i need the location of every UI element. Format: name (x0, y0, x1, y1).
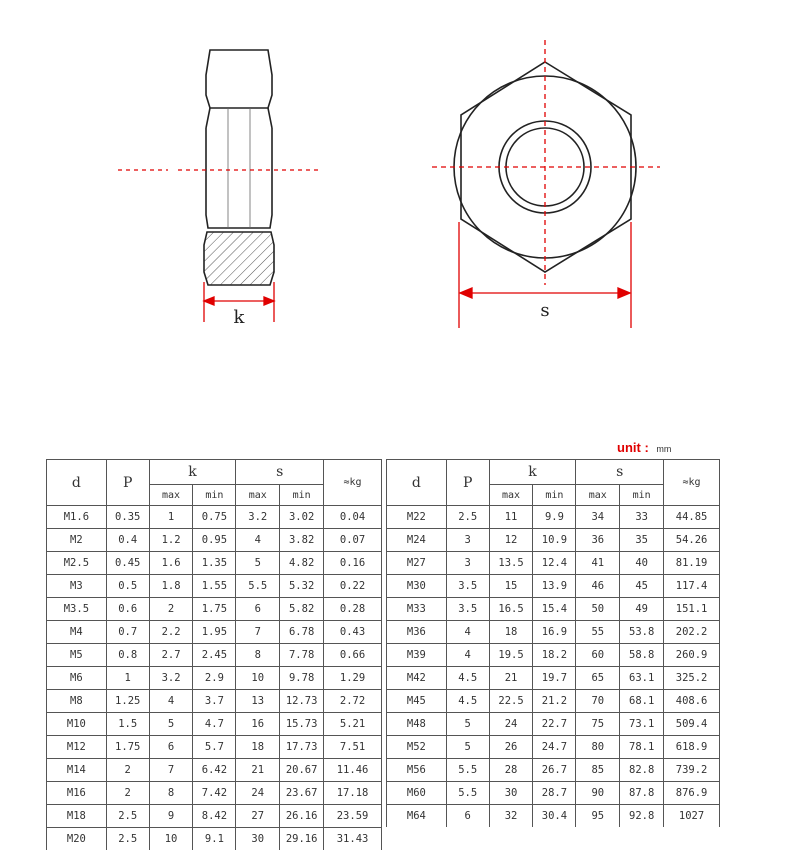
cell-d: M24 (387, 529, 447, 552)
cell-k-max: 18 (489, 621, 533, 644)
cell-p: 3 (446, 529, 489, 552)
cell-p: 2.5 (106, 828, 149, 850)
table-row (47, 575, 382, 598)
k-dimension-label: k (234, 307, 246, 328)
cell-k-max: 26 (489, 736, 533, 759)
cell-p: 1.75 (106, 736, 149, 759)
cell-s-max: 80 (576, 736, 620, 759)
table-row (387, 736, 720, 759)
table-row (387, 713, 720, 736)
table-row (387, 621, 720, 644)
cell-k-max: 28 (489, 759, 533, 782)
cell-s-min: 40 (620, 552, 664, 575)
cell-s-max: 10 (236, 667, 280, 690)
cell-k-min: 13.9 (533, 575, 576, 598)
cell-s-max: 27 (236, 805, 280, 828)
cell-weight: 2.72 (324, 690, 382, 713)
cell-p: 1.5 (106, 713, 149, 736)
cell-k-min: 28.7 (533, 782, 576, 805)
cell-s-min: 15.73 (280, 713, 324, 736)
cell-k-max: 1.2 (149, 529, 193, 552)
cell-k-max: 2 (149, 598, 193, 621)
cell-s-max: 5 (236, 552, 280, 575)
cell-k-max: 1.6 (149, 552, 193, 575)
cell-k-min: 1.35 (193, 552, 236, 575)
cell-weight: 0.07 (324, 529, 382, 552)
cell-s-min: 17.73 (280, 736, 324, 759)
cell-k-max: 13.5 (489, 552, 533, 575)
table-row (47, 667, 382, 690)
cell-k-max: 11 (489, 506, 533, 529)
cell-s-min: 53.8 (620, 621, 664, 644)
cell-s-max: 90 (576, 782, 620, 805)
cell-s-max: 16 (236, 713, 280, 736)
table-row (387, 598, 720, 621)
cell-k-min: 22.7 (533, 713, 576, 736)
cell-p: 1 (106, 667, 149, 690)
cell-d: M52 (387, 736, 447, 759)
unit-value: mm (656, 444, 671, 454)
cell-weight: 0.22 (324, 575, 382, 598)
cell-k-min: 7.42 (193, 782, 236, 805)
cell-s-min: 68.1 (620, 690, 664, 713)
cell-d: M39 (387, 644, 447, 667)
cell-k-min: 18.2 (533, 644, 576, 667)
cell-k-max: 24 (489, 713, 533, 736)
cell-p: 5 (446, 713, 489, 736)
cell-k-min: 8.42 (193, 805, 236, 828)
cell-k-max: 32 (489, 805, 533, 828)
cell-d: M27 (387, 552, 447, 575)
cell-p: 5.5 (446, 759, 489, 782)
table-row (387, 805, 720, 828)
cell-d: M22 (387, 506, 447, 529)
cell-weight: 23.59 (324, 805, 382, 828)
cell-s-max: 5.5 (236, 575, 280, 598)
cell-k-min: 26.7 (533, 759, 576, 782)
nut-spec-table-left (46, 459, 382, 850)
header-d: d (47, 460, 107, 506)
cell-weight: 5.21 (324, 713, 382, 736)
cell-p: 6 (446, 805, 489, 828)
cell-p: 0.8 (106, 644, 149, 667)
cell-s-max: 8 (236, 644, 280, 667)
cell-p: 3.5 (446, 575, 489, 598)
table-row (47, 621, 382, 644)
cell-d: M30 (387, 575, 447, 598)
cell-s-min: 78.1 (620, 736, 664, 759)
header-k: k (149, 460, 236, 485)
cell-k-min: 1.95 (193, 621, 236, 644)
cell-d: M2 (47, 529, 107, 552)
table-row (387, 552, 720, 575)
cell-k-min: 12.4 (533, 552, 576, 575)
cell-k-min: 30.4 (533, 805, 576, 828)
cell-weight: 876.9 (664, 782, 720, 805)
cell-d: M48 (387, 713, 447, 736)
cell-d: M1.6 (47, 506, 107, 529)
cell-s-min: 58.8 (620, 644, 664, 667)
cell-p: 1.25 (106, 690, 149, 713)
header-p: P (446, 460, 489, 506)
table-row (47, 690, 382, 713)
header-k-max: max (149, 485, 193, 506)
cell-s-min: 9.78 (280, 667, 324, 690)
cell-k-min: 21.2 (533, 690, 576, 713)
cell-d: M4 (47, 621, 107, 644)
cell-s-min: 82.8 (620, 759, 664, 782)
header-s: s (236, 460, 324, 485)
cell-weight: 17.18 (324, 782, 382, 805)
cell-s-min: 6.78 (280, 621, 324, 644)
cell-d: M20 (47, 828, 107, 850)
cell-weight: 31.43 (324, 828, 382, 850)
cell-k-max: 6 (149, 736, 193, 759)
cell-s-max: 41 (576, 552, 620, 575)
cell-weight: 325.2 (664, 667, 720, 690)
cell-weight: 0.28 (324, 598, 382, 621)
cell-s-min: 63.1 (620, 667, 664, 690)
cell-k-max: 1 (149, 506, 193, 529)
cell-k-min: 0.95 (193, 529, 236, 552)
cell-k-min: 4.7 (193, 713, 236, 736)
cell-k-max: 9 (149, 805, 193, 828)
cell-p: 0.6 (106, 598, 149, 621)
cell-s-min: 3.02 (280, 506, 324, 529)
cell-s-min: 5.32 (280, 575, 324, 598)
cell-k-min: 2.9 (193, 667, 236, 690)
cell-s-min: 12.73 (280, 690, 324, 713)
cell-weight: 509.4 (664, 713, 720, 736)
cell-k-min: 10.9 (533, 529, 576, 552)
cell-weight: 1027 (664, 805, 720, 828)
cell-weight: 7.51 (324, 736, 382, 759)
header-weight: ≈kg (664, 460, 720, 506)
cell-d: M18 (47, 805, 107, 828)
cell-s-max: 65 (576, 667, 620, 690)
cell-weight: 11.46 (324, 759, 382, 782)
nut-spec-table-right (386, 459, 720, 827)
cell-weight: 202.2 (664, 621, 720, 644)
table-row (47, 713, 382, 736)
cell-d: M45 (387, 690, 447, 713)
cell-k-min: 9.1 (193, 828, 236, 850)
cell-k-max: 22.5 (489, 690, 533, 713)
cell-s-max: 3.2 (236, 506, 280, 529)
cell-s-max: 50 (576, 598, 620, 621)
cell-k-max: 8 (149, 782, 193, 805)
unit-word: unit (617, 440, 641, 455)
cell-d: M42 (387, 667, 447, 690)
table-row (47, 828, 382, 850)
cell-k-max: 2.7 (149, 644, 193, 667)
cell-s-max: 60 (576, 644, 620, 667)
cell-p: 2.5 (446, 506, 489, 529)
cell-d: M8 (47, 690, 107, 713)
cell-k-max: 5 (149, 713, 193, 736)
cell-s-max: 34 (576, 506, 620, 529)
cell-s-min: 5.82 (280, 598, 324, 621)
table-row (47, 598, 382, 621)
cell-p: 3.5 (446, 598, 489, 621)
cell-s-max: 95 (576, 805, 620, 828)
cell-k-min: 1.75 (193, 598, 236, 621)
cell-k-max: 16.5 (489, 598, 533, 621)
header-d: d (387, 460, 447, 506)
cell-s-max: 70 (576, 690, 620, 713)
header-k-min: min (533, 485, 576, 506)
cell-s-max: 21 (236, 759, 280, 782)
cell-s-max: 13 (236, 690, 280, 713)
s-dimension-label: s (540, 300, 549, 321)
cell-k-min: 16.9 (533, 621, 576, 644)
table-row (387, 782, 720, 805)
cell-k-max: 1.8 (149, 575, 193, 598)
cell-d: M33 (387, 598, 447, 621)
cell-k-max: 30 (489, 782, 533, 805)
cell-k-min: 6.42 (193, 759, 236, 782)
cell-weight: 0.66 (324, 644, 382, 667)
cell-s-min: 7.78 (280, 644, 324, 667)
top-view-dimension (432, 40, 660, 328)
cell-weight: 408.6 (664, 690, 720, 713)
header-p: P (106, 460, 149, 506)
cell-p: 4.5 (446, 690, 489, 713)
cell-p: 4 (446, 621, 489, 644)
table-row (387, 667, 720, 690)
cell-d: M36 (387, 621, 447, 644)
table-row (47, 805, 382, 828)
cell-p: 4.5 (446, 667, 489, 690)
cell-s-min: 33 (620, 506, 664, 529)
cell-d: M60 (387, 782, 447, 805)
cell-s-max: 55 (576, 621, 620, 644)
cell-d: M3.5 (47, 598, 107, 621)
cell-s-max: 75 (576, 713, 620, 736)
cell-p: 2 (106, 782, 149, 805)
cell-d: M2.5 (47, 552, 107, 575)
cell-weight: 151.1 (664, 598, 720, 621)
header-s-max: max (576, 485, 620, 506)
cell-s-max: 4 (236, 529, 280, 552)
header-weight: ≈kg (324, 460, 382, 506)
cell-weight: 0.04 (324, 506, 382, 529)
header-s-min: min (280, 485, 324, 506)
cell-k-min: 3.7 (193, 690, 236, 713)
cell-s-min: 29.16 (280, 828, 324, 850)
header-s-max: max (236, 485, 280, 506)
cell-k-min: 15.4 (533, 598, 576, 621)
cell-p: 2 (106, 759, 149, 782)
cell-k-min: 24.7 (533, 736, 576, 759)
cell-s-min: 87.8 (620, 782, 664, 805)
cell-d: M12 (47, 736, 107, 759)
cell-k-min: 2.45 (193, 644, 236, 667)
cell-s-min: 92.8 (620, 805, 664, 828)
cell-p: 0.35 (106, 506, 149, 529)
cell-d: M5 (47, 644, 107, 667)
header-s-min: min (620, 485, 664, 506)
unit-separator: : (644, 440, 648, 455)
table-row (47, 644, 382, 667)
cell-s-min: 35 (620, 529, 664, 552)
cell-s-max: 36 (576, 529, 620, 552)
unit-label (617, 440, 671, 455)
table-row (47, 529, 382, 552)
cell-weight: 618.9 (664, 736, 720, 759)
table-row (387, 644, 720, 667)
header-k: k (489, 460, 576, 485)
cell-k-max: 4 (149, 690, 193, 713)
cell-d: M3 (47, 575, 107, 598)
cell-d: M6 (47, 667, 107, 690)
cell-d: M14 (47, 759, 107, 782)
table-row (47, 736, 382, 759)
table-row (47, 759, 382, 782)
header-k-max: max (489, 485, 533, 506)
cell-d: M56 (387, 759, 447, 782)
cell-k-max: 12 (489, 529, 533, 552)
cell-s-min: 23.67 (280, 782, 324, 805)
table-row (387, 506, 720, 529)
table-row (387, 575, 720, 598)
cell-weight: 54.26 (664, 529, 720, 552)
cell-k-max: 7 (149, 759, 193, 782)
cell-s-min: 4.82 (280, 552, 324, 575)
cell-d: M64 (387, 805, 447, 828)
cell-k-max: 3.2 (149, 667, 193, 690)
cell-k-min: 9.9 (533, 506, 576, 529)
cell-weight: 1.29 (324, 667, 382, 690)
cell-weight: 0.43 (324, 621, 382, 644)
cell-p: 0.4 (106, 529, 149, 552)
cell-k-max: 15 (489, 575, 533, 598)
cell-s-max: 18 (236, 736, 280, 759)
cell-d: M16 (47, 782, 107, 805)
table-row (387, 759, 720, 782)
cell-k-max: 19.5 (489, 644, 533, 667)
cell-p: 3 (446, 552, 489, 575)
cell-d: M10 (47, 713, 107, 736)
table-row (387, 690, 720, 713)
cell-s-min: 49 (620, 598, 664, 621)
cell-s-max: 24 (236, 782, 280, 805)
cell-s-min: 3.82 (280, 529, 324, 552)
table-row (47, 552, 382, 575)
cell-weight: 260.9 (664, 644, 720, 667)
cell-k-min: 0.75 (193, 506, 236, 529)
cell-s-min: 26.16 (280, 805, 324, 828)
cell-weight: 81.19 (664, 552, 720, 575)
cell-weight: 44.85 (664, 506, 720, 529)
cell-k-max: 10 (149, 828, 193, 850)
cell-weight: 0.16 (324, 552, 382, 575)
cell-s-max: 6 (236, 598, 280, 621)
cell-s-max: 30 (236, 828, 280, 850)
table-row (387, 529, 720, 552)
cell-k-max: 21 (489, 667, 533, 690)
cell-p: 2.5 (106, 805, 149, 828)
nut-section-hatch (204, 232, 274, 285)
cell-p: 5.5 (446, 782, 489, 805)
cell-weight: 739.2 (664, 759, 720, 782)
cell-weight: 117.4 (664, 575, 720, 598)
cell-s-min: 45 (620, 575, 664, 598)
cell-p: 4 (446, 644, 489, 667)
cell-p: 0.5 (106, 575, 149, 598)
header-s: s (576, 460, 664, 485)
cell-k-max: 2.2 (149, 621, 193, 644)
header-k-min: min (193, 485, 236, 506)
table-row (47, 506, 382, 529)
cell-s-max: 85 (576, 759, 620, 782)
cell-p: 0.7 (106, 621, 149, 644)
table-row (47, 782, 382, 805)
nut-side-view (206, 50, 272, 228)
cell-s-min: 73.1 (620, 713, 664, 736)
cell-k-min: 5.7 (193, 736, 236, 759)
cell-k-min: 1.55 (193, 575, 236, 598)
cell-k-min: 19.7 (533, 667, 576, 690)
cell-s-max: 46 (576, 575, 620, 598)
cell-s-max: 7 (236, 621, 280, 644)
cell-p: 0.45 (106, 552, 149, 575)
cell-p: 5 (446, 736, 489, 759)
cell-s-min: 20.67 (280, 759, 324, 782)
